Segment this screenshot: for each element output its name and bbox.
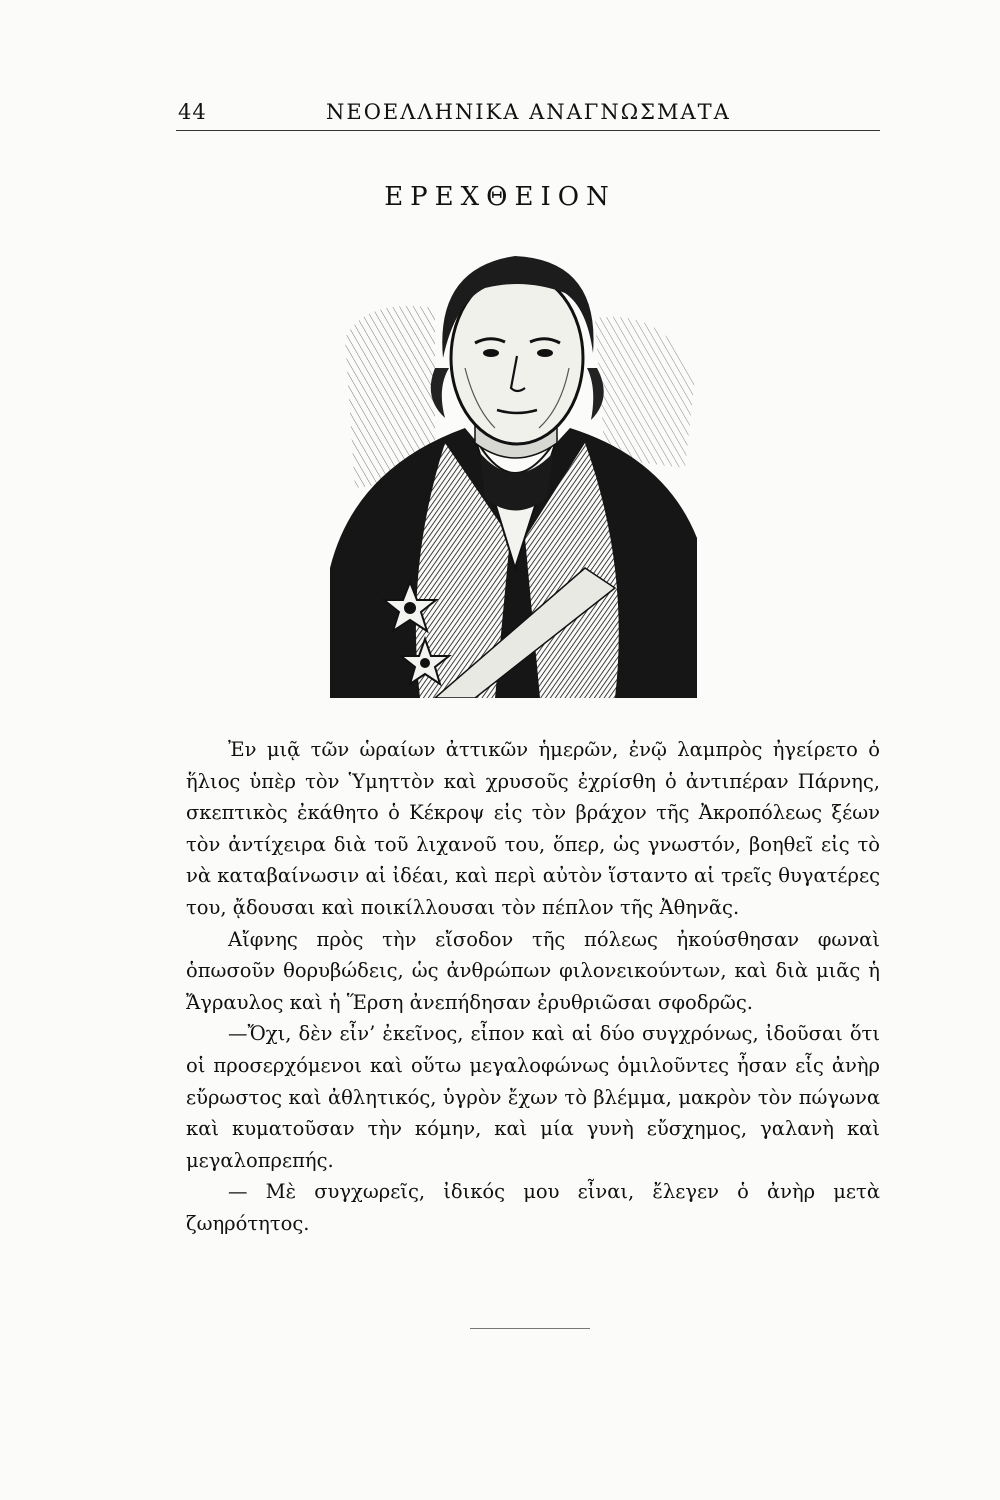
paragraph: Ἐν μιᾷ τῶν ὡραίων ἀττικῶν ἡμερῶν, ἐνῷ λαμπρὸς ἠγείρετο ὁ ἥλιος ὑπὲρ τὸν Ὑμηττὸν καὶ χρυσοῦς ἐχρίσθη ὁ ἀντιπέραν Πάρνης, σκεπτικὸς ἐκάθητο ὁ Κέκροψ εἰς τὸν βράχον τῆς Ἀκροπόλεως ξέων τὸν ἀντίχειρα διὰ τοῦ λιχανοῦ του, ὅπερ, ὡς γνωστόν, βοηθεῖ εἰς τὸ νὰ καταβαίνωσιν αἱ ἰδέαι, καὶ περὶ αὐτὸν ἵσταντο αἱ τρεῖς θυγατέρες του, ᾄδουσαι καὶ ποικίλλουσαι τὸν πέπλον τῆς Ἀθηνᾶς. — [186, 738, 880, 919]
portrait-engraving — [325, 238, 705, 698]
paragraph: — Μὲ συγχωρεῖς, ἰδικός μου εἶναι, ἔλεγεν ὁ ἀνὴρ μετὰ ζωηρότητος. — [186, 1180, 880, 1235]
paragraph: Αἴφνης πρὸς τὴν εἴσοδον τῆς πόλεως ἠκούσθησαν φωναὶ ὁπωσοῦν θορυβώδεις, ὡς ἀνθρώπων φιλονεικούντων, καὶ διὰ μιᾶς ἡ Ἄγραυλος καὶ ἡ Ἕρση ἀνεπήδησαν ἐρυθριῶσαι σφοδρῶς. — [186, 927, 880, 1014]
paragraph: —Ὄχι, δὲν εἶν’ ἐκεῖνος, εἶπον καὶ αἱ δύο συγχρόνως, ἰδοῦσαι ὅτι οἱ προσερχόμενοι καὶ οὕτω μεγαλοφώνως ὁμιλοῦντες ἦσαν εἷς ἀνὴρ εὔρωστος καὶ ἀθλητικός, ὑγρὸν ἔχων τὸ βλέμμα, μακρὸν τὸν πώγωνα καὶ κυματοῦσαν τὴν κόμην, καὶ μία γυνὴ εὔσχημος, γαλανὴ καὶ μεγαλοπρεπής. — [186, 1022, 880, 1172]
chapter-title: ΕΡΕΧΘΕΙΟΝ — [384, 182, 616, 212]
running-title: ΝΕΟΕΛΛΗΝΙΚΑ ΑΝΑΓΝΩΣΜΑΤΑ — [326, 100, 731, 124]
page-header — [176, 100, 880, 131]
page-number: 44 — [178, 100, 207, 124]
body-text — [186, 734, 880, 1240]
end-divider — [470, 1328, 590, 1329]
